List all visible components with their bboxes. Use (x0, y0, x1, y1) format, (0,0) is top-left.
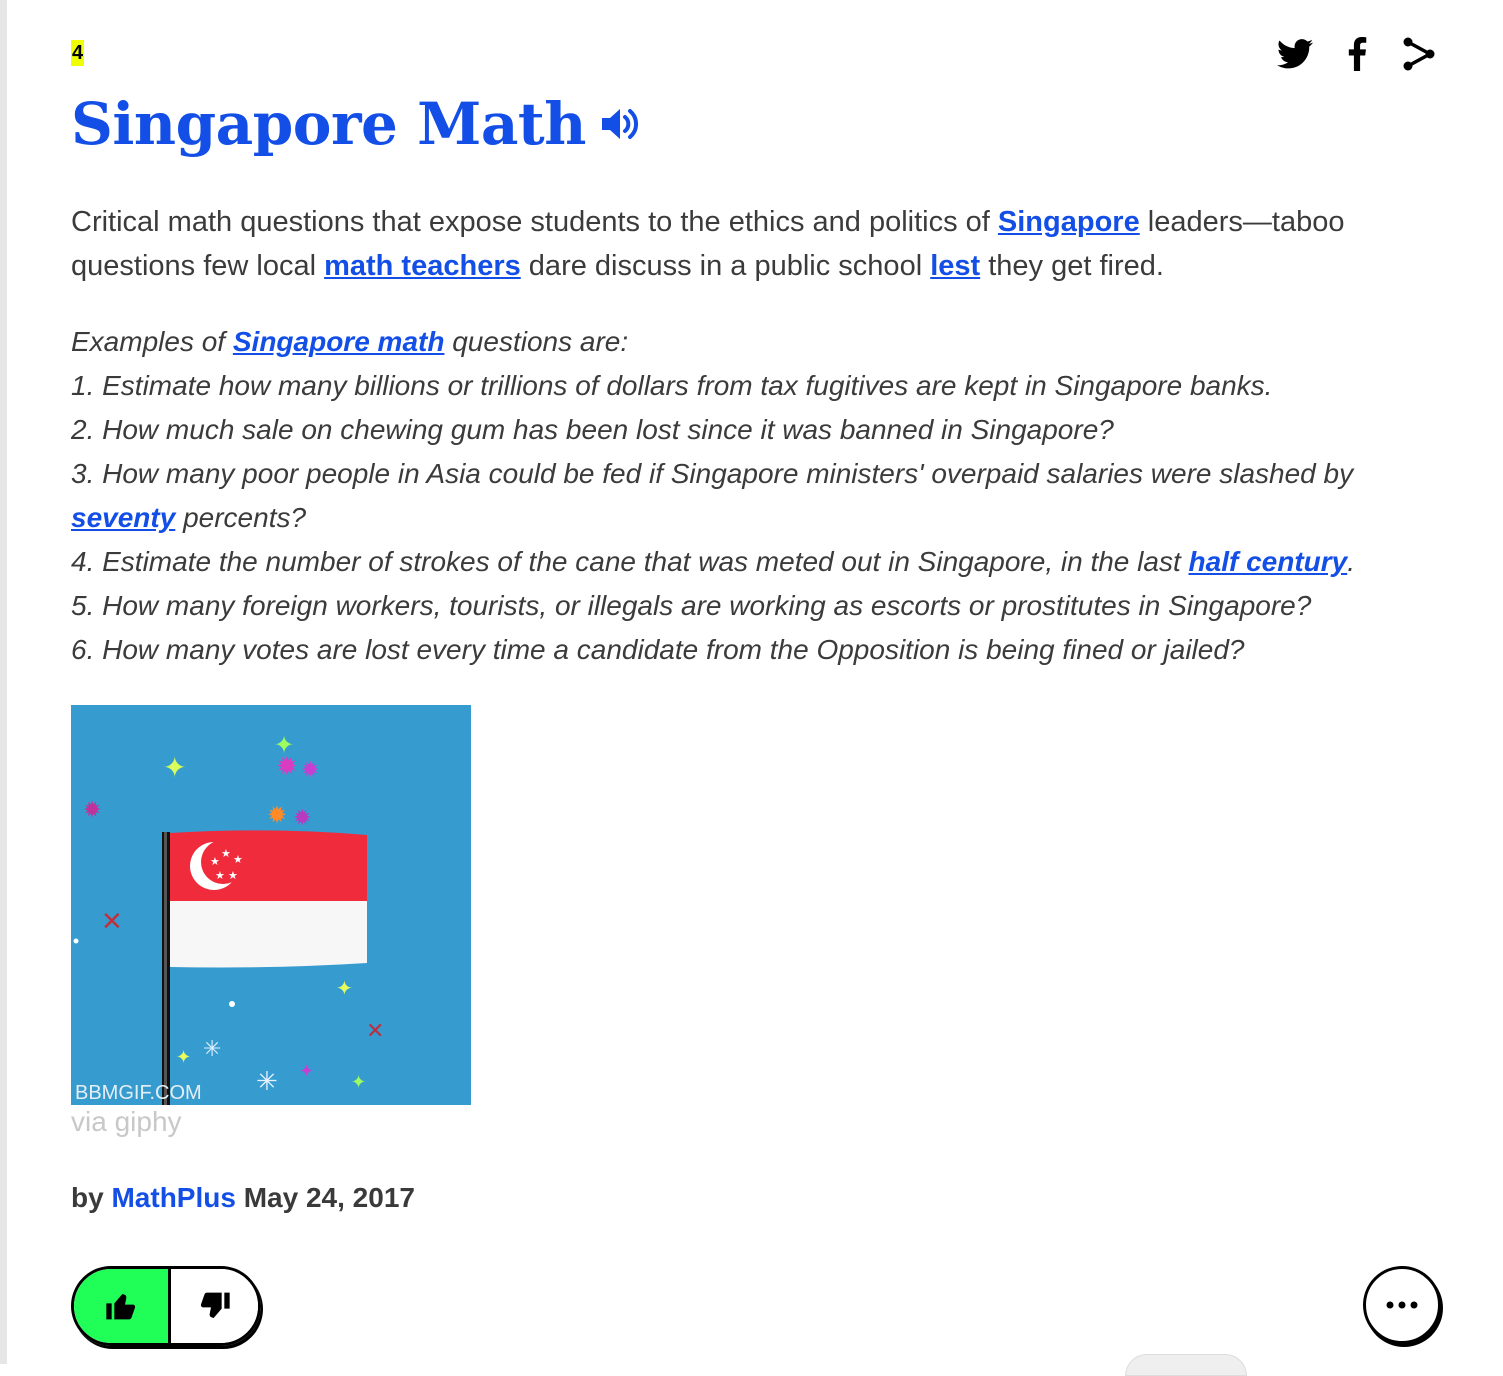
svg-text:✳: ✳ (256, 1067, 278, 1097)
meaning-text: dare discuss in a public school (520, 250, 931, 282)
share-icon[interactable] (1397, 32, 1441, 76)
example-text: 3. How many poor people in Asia could be fed if Singapore ministers' overpaid salaries were slashed by (71, 458, 1354, 489)
example-text: 4. Estimate the number of strokes of the cane that was meted out in Singapore, in the last (71, 546, 1189, 577)
meaning-text: leaders—taboo questions few local (71, 206, 1345, 282)
svg-text:✹: ✹ (276, 752, 298, 782)
definition-card (71, 0, 1441, 1364)
example-question-2: 2. How much sale on chewing gum has been lost since it was banned in Singapore? (71, 414, 1114, 445)
term-link-half-century[interactable]: half century (1188, 546, 1348, 577)
term-link-seventy[interactable]: seventy (71, 502, 176, 533)
svg-text:✹: ✹ (83, 798, 102, 823)
gif-watermark: BBMGIF.COM (75, 1082, 202, 1104)
svg-text:✦: ✦ (163, 751, 187, 784)
example-text: Examples of (71, 326, 233, 357)
thumbs-down-icon (198, 1290, 232, 1322)
speaker-icon[interactable] (600, 103, 642, 145)
svg-text:✦: ✦ (336, 976, 353, 1000)
svg-text:✦: ✦ (351, 1072, 367, 1093)
definition-example (71, 320, 1416, 672)
ellipsis-icon (1385, 1301, 1419, 1309)
left-border (0, 0, 7, 1364)
svg-text:✦: ✦ (299, 1061, 315, 1082)
singapore-flag (170, 830, 367, 967)
term-link-singapore[interactable]: Singapore (997, 206, 1140, 238)
svg-text:✹: ✹ (301, 758, 320, 783)
meaning-text: Critical math questions that expose students to the ethics and politics of (71, 206, 998, 238)
definition-meaning (71, 200, 1401, 288)
example-question-1: 1. Estimate how many billions or trillions of dollars from tax fugitives are kept in Singapore banks. (71, 370, 1273, 401)
svg-text:★: ★ (221, 847, 231, 860)
svg-text:★: ★ (228, 869, 238, 882)
example-intro (71, 320, 1416, 364)
svg-text:✕: ✕ (366, 1019, 385, 1044)
more-options-button[interactable] (1363, 1266, 1441, 1344)
rank-badge: 4 (72, 42, 84, 64)
example-question-4 (71, 540, 1416, 584)
term-link-math-teachers[interactable]: math teachers (324, 250, 521, 282)
word-title[interactable]: Singapore Math (71, 90, 586, 158)
example-text: questions are: (444, 326, 629, 357)
title-row (71, 90, 642, 158)
example-text: . (1347, 546, 1355, 577)
svg-text:★: ★ (210, 855, 220, 868)
gif-attribution: via giphy (71, 1106, 182, 1137)
facebook-icon[interactable] (1335, 32, 1379, 76)
svg-text:✳: ✳ (203, 1037, 222, 1062)
twitter-icon[interactable] (1273, 32, 1317, 76)
term-link-singapore-math[interactable]: Singapore math (232, 326, 445, 357)
downvote-button[interactable] (171, 1269, 258, 1343)
upvote-button[interactable] (74, 1269, 171, 1343)
svg-text:✦: ✦ (176, 1047, 192, 1068)
example-question-3 (71, 452, 1416, 540)
example-question-6: 6. How many votes are lost every time a candidate from the Opposition is being fined or jailed? (71, 634, 1245, 665)
share-bar (1273, 32, 1441, 76)
example-question-5: 5. How many foreign workers, tourists, or illegals are working as escorts or prostitutes in Singapore? (71, 590, 1312, 621)
svg-text:✹: ✹ (293, 806, 312, 831)
contributor-byline (71, 1182, 415, 1214)
vote-controls (71, 1266, 261, 1346)
author-link[interactable]: MathPlus (111, 1182, 236, 1213)
svg-text:★: ★ (215, 869, 225, 882)
byline-prefix: by (71, 1182, 112, 1213)
example-text: percents? (175, 502, 307, 533)
post-date: May 24, 2017 (243, 1182, 415, 1213)
svg-text:✹: ✹ (267, 801, 288, 829)
svg-text:★: ★ (233, 853, 243, 866)
svg-text:✕: ✕ (101, 907, 123, 937)
svg-text:✦: ✦ (274, 731, 295, 759)
thumbs-up-icon (104, 1290, 138, 1322)
flag-gif-image[interactable] (71, 705, 471, 1105)
term-link-lest[interactable]: lest (930, 250, 981, 282)
meaning-text: they get fired. (980, 250, 1164, 282)
mug-image-edge (1125, 1354, 1247, 1376)
